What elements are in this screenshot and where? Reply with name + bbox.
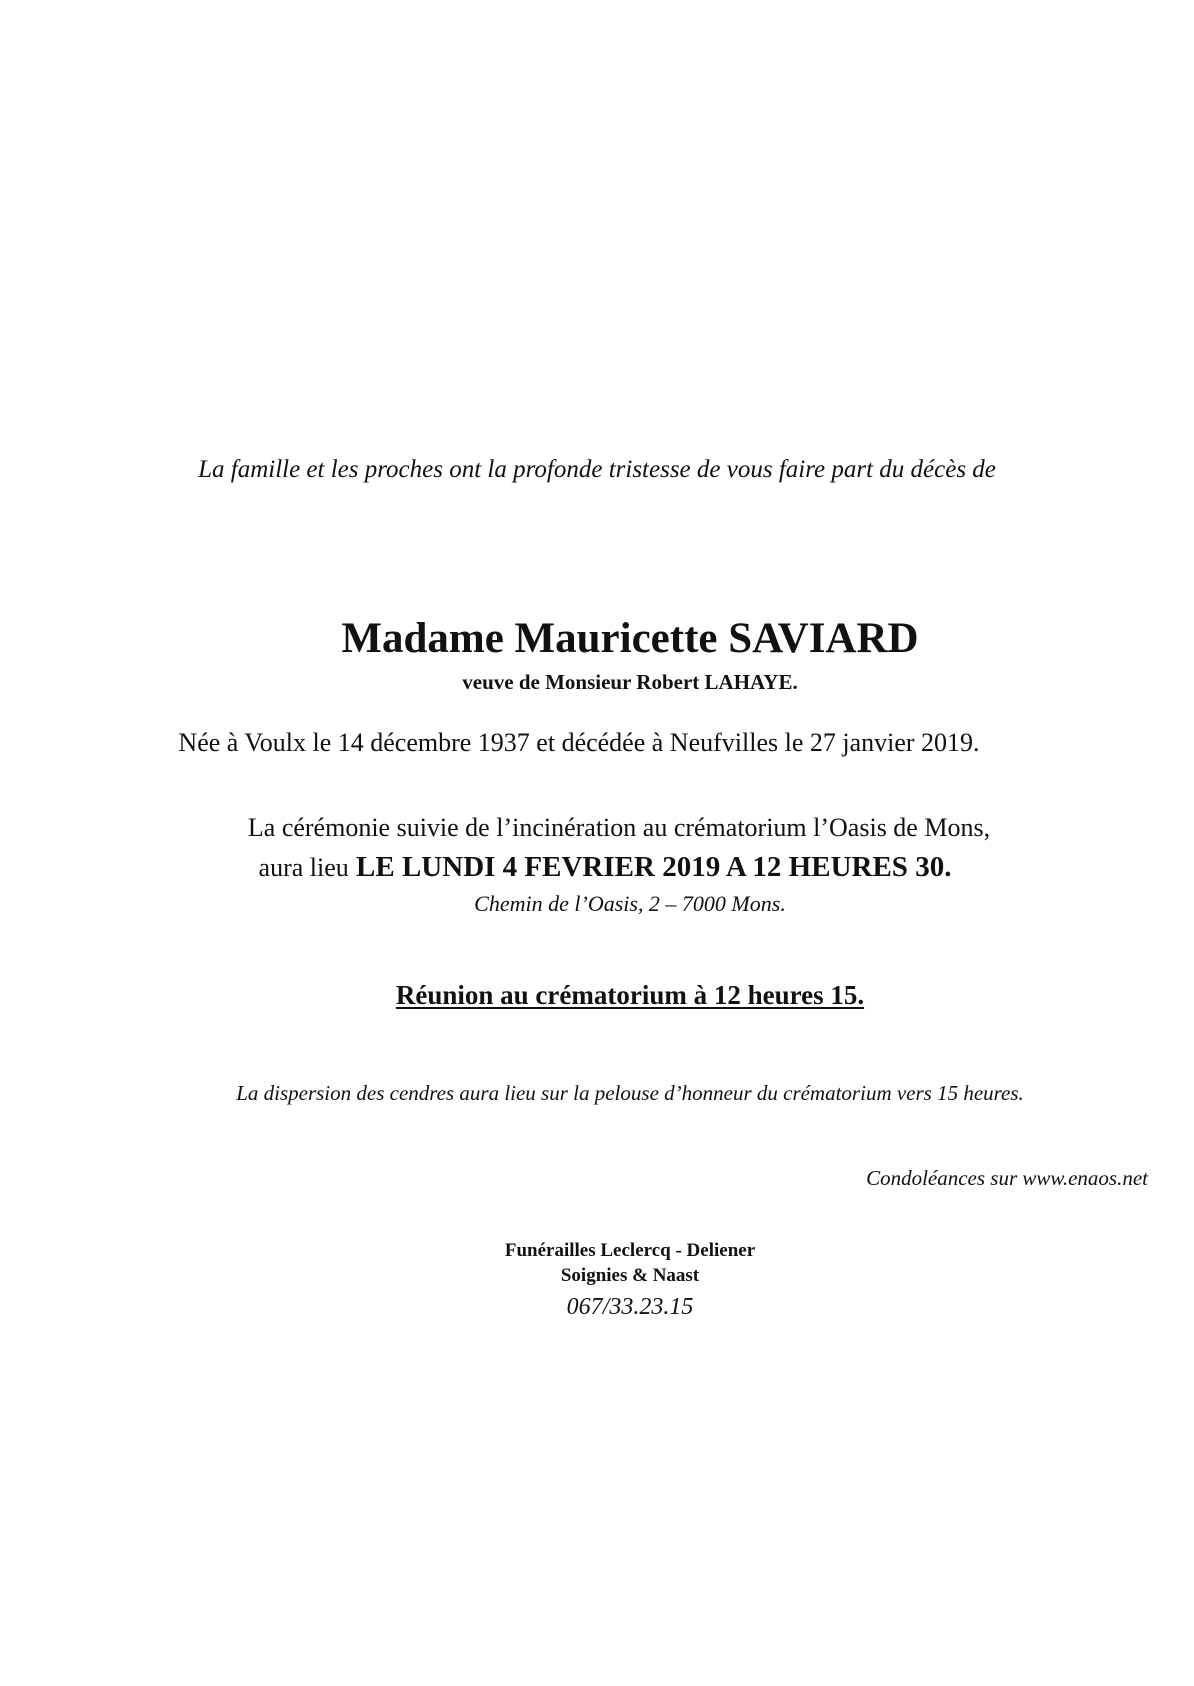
ceremony-text: La cérémonie suivie de l’incinération au crématorium l’Oasis de Mons, bbox=[247, 813, 991, 842]
meeting-text: Réunion au crématorium à 12 heures 15. bbox=[395, 980, 865, 1010]
condolences-text: Condoléances sur www.enaos.net bbox=[866, 1166, 1148, 1190]
date-prefix: aura lieu bbox=[258, 853, 349, 882]
intro-text: La famille et les proches ont la profonde tristesse de vous faire part du décès de bbox=[198, 456, 996, 483]
birth-death-text: Née à Voulx le 14 décembre 1937 et décédée à Neufvilles le 27 janvier 2019. bbox=[178, 728, 980, 757]
crematorium-address: Chemin de l’Oasis, 2 – 7000 Mons. bbox=[474, 891, 786, 916]
funeral-home-towns: Soignies & Naast bbox=[560, 1265, 700, 1286]
funeral-home-phone: 067/33.23.15 bbox=[566, 1294, 694, 1320]
funeral-home-name: Funérailles Leclercq - Deliener bbox=[504, 1240, 756, 1261]
widow-of-text: veuve de Monsieur Robert LAHAYE. bbox=[462, 670, 798, 694]
deceased-name: Madame Mauricette SAVIARD bbox=[341, 615, 919, 662]
dispersion-text: La dispersion des cendres aura lieu sur la pelouse d’honneur du crématorium vers 15 heures. bbox=[236, 1081, 1024, 1105]
ceremony-date-line bbox=[0, 851, 1194, 884]
ceremony-date: LE LUNDI 4 FEVRIER 2019 A 12 HEURES 30. bbox=[356, 851, 952, 883]
meeting-line bbox=[0, 980, 1194, 1011]
